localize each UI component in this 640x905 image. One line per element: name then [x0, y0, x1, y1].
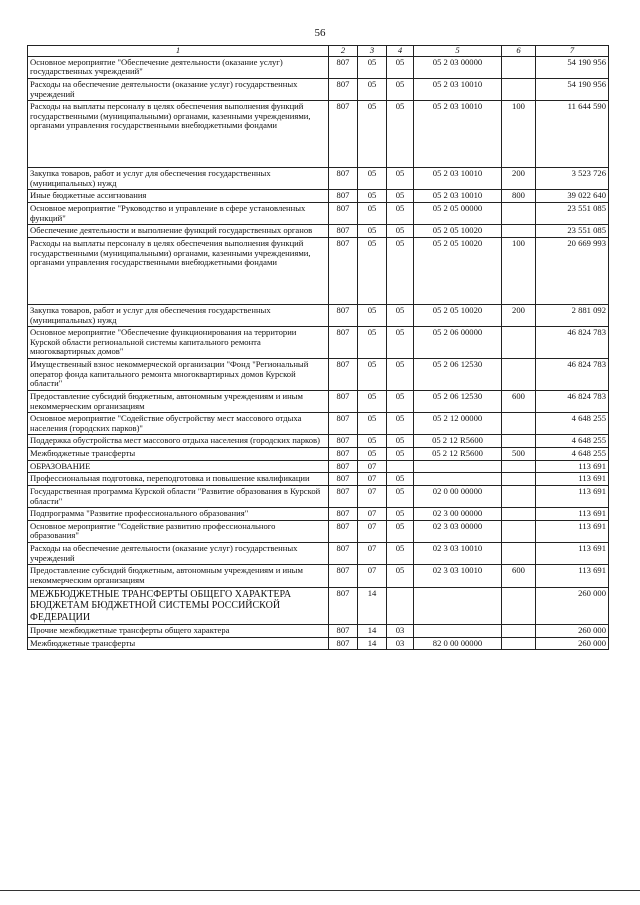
expense-type-cell: 600 — [502, 390, 536, 412]
expense-type-cell — [502, 485, 536, 507]
amount-cell: 113 691 — [536, 508, 609, 521]
section-code-cell: 07 — [358, 508, 387, 521]
section-code-cell: 05 — [358, 190, 387, 203]
budget-table — [27, 45, 609, 650]
row-name-cell: Предоставление субсидий бюджетным, автономным учреждениям и иным некоммерческим организациям — [28, 565, 329, 587]
table-row — [28, 520, 609, 542]
target-article-cell: 02 0 00 00000 — [414, 485, 502, 507]
table-row — [28, 78, 609, 100]
amount-cell: 260 000 — [536, 587, 609, 625]
column-header: 4 — [387, 46, 414, 57]
section-code-cell: 14 — [358, 587, 387, 625]
target-article-cell: 02 3 00 00000 — [414, 508, 502, 521]
amount-cell: 2 881 092 — [536, 304, 609, 326]
section-code-cell: 05 — [358, 448, 387, 461]
table-row — [28, 413, 609, 435]
subsection-code-cell: 05 — [387, 565, 414, 587]
section-code-cell: 07 — [358, 565, 387, 587]
ministry-code-cell: 807 — [329, 304, 358, 326]
ministry-code-cell: 807 — [329, 485, 358, 507]
section-code-cell: 05 — [358, 327, 387, 359]
subsection-code-cell: 05 — [387, 390, 414, 412]
amount-cell: 260 000 — [536, 637, 609, 650]
ministry-code-cell: 807 — [329, 520, 358, 542]
row-name-cell: Подпрограмма "Развитие профессионального образования" — [28, 508, 329, 521]
ministry-code-cell: 807 — [329, 565, 358, 587]
column-header: 7 — [536, 46, 609, 57]
section-code-cell: 07 — [358, 473, 387, 486]
amount-cell: 39 022 640 — [536, 190, 609, 203]
column-header: 1 — [28, 46, 329, 57]
subsection-code-cell: 05 — [387, 304, 414, 326]
table-row — [28, 203, 609, 225]
row-name-cell: Расходы на выплаты персоналу в целях обеспечения выполнения функций государственными (муниципальными) органами, казенными учреждениями, органами управления государственными внебюджетными фондами — [28, 101, 329, 168]
ministry-code-cell: 807 — [329, 508, 358, 521]
target-article-cell: 05 2 06 00000 — [414, 327, 502, 359]
amount-cell: 46 824 783 — [536, 327, 609, 359]
ministry-code-cell: 807 — [329, 78, 358, 100]
amount-cell: 113 691 — [536, 485, 609, 507]
page-number: 56 — [314, 27, 326, 39]
ministry-code-cell: 807 — [329, 460, 358, 473]
subsection-code-cell: 05 — [387, 78, 414, 100]
target-article-cell: 05 2 03 10010 — [414, 168, 502, 190]
ministry-code-cell: 807 — [329, 435, 358, 448]
table-row — [28, 473, 609, 486]
target-article-cell: 05 2 03 00000 — [414, 56, 502, 78]
target-article-cell: 05 2 05 10020 — [414, 237, 502, 304]
amount-cell: 4 648 255 — [536, 448, 609, 461]
table-row — [28, 56, 609, 78]
subsection-code-cell: 05 — [387, 203, 414, 225]
subsection-code-cell: 05 — [387, 225, 414, 238]
expense-type-cell: 100 — [502, 101, 536, 168]
table-row — [28, 565, 609, 587]
column-header: 5 — [414, 46, 502, 57]
subsection-code-cell: 05 — [387, 435, 414, 448]
target-article-cell — [414, 625, 502, 638]
row-name-cell: Предоставление субсидий бюджетным, автономным учреждениям и иным некоммерческим организациям — [28, 390, 329, 412]
subsection-code-cell: 05 — [387, 101, 414, 168]
row-name-cell: Иные бюджетные ассигнования — [28, 190, 329, 203]
expense-type-cell — [502, 625, 536, 638]
subsection-code-cell: 05 — [387, 56, 414, 78]
table-row — [28, 190, 609, 203]
amount-cell: 11 644 590 — [536, 101, 609, 168]
section-code-cell: 14 — [358, 625, 387, 638]
amount-cell: 260 000 — [536, 625, 609, 638]
table-row — [28, 435, 609, 448]
target-article-cell: 02 3 03 00000 — [414, 520, 502, 542]
subsection-code-cell: 05 — [387, 237, 414, 304]
table-row — [28, 587, 609, 625]
amount-cell: 23 551 085 — [536, 203, 609, 225]
column-header: 6 — [502, 46, 536, 57]
subsection-code-cell: 05 — [387, 508, 414, 521]
amount-cell: 54 190 956 — [536, 78, 609, 100]
ministry-code-cell: 807 — [329, 359, 358, 391]
expense-type-cell — [502, 203, 536, 225]
target-article-cell: 05 2 05 00000 — [414, 203, 502, 225]
table-row — [28, 327, 609, 359]
section-code-cell: 05 — [358, 78, 387, 100]
expense-type-cell — [502, 359, 536, 391]
ministry-code-cell: 807 — [329, 543, 358, 565]
table-row — [28, 304, 609, 326]
target-article-cell: 02 3 03 10010 — [414, 543, 502, 565]
section-code-cell: 07 — [358, 520, 387, 542]
table-row — [28, 448, 609, 461]
section-code-cell: 07 — [358, 460, 387, 473]
row-name-cell: Имущественный взнос некоммерческой организации "Фонд "Региональный оператор фонда капитального ремонта многоквартирных домов Курской области" — [28, 359, 329, 391]
table-row — [28, 237, 609, 304]
expense-type-cell — [502, 56, 536, 78]
ministry-code-cell: 807 — [329, 168, 358, 190]
expense-type-cell — [502, 520, 536, 542]
table-row — [28, 101, 609, 168]
target-article-cell: 05 2 03 10010 — [414, 101, 502, 168]
section-code-cell: 05 — [358, 168, 387, 190]
row-name-cell: Расходы на выплаты персоналу в целях обеспечения выполнения функций государственными (муниципальными) органами, казенными учреждениями, органами управления государственными внебюджетными фондами — [28, 237, 329, 304]
section-code-cell: 05 — [358, 237, 387, 304]
amount-cell: 46 824 783 — [536, 390, 609, 412]
subsection-code-cell: 05 — [387, 359, 414, 391]
amount-cell: 3 523 726 — [536, 168, 609, 190]
ministry-code-cell: 807 — [329, 56, 358, 78]
expense-type-cell — [502, 543, 536, 565]
table-row — [28, 637, 609, 650]
row-name-cell: Основное мероприятие "Руководство и управление в сфере установленных функций" — [28, 203, 329, 225]
expense-type-cell — [502, 587, 536, 625]
subsection-code-cell: 05 — [387, 473, 414, 486]
target-article-cell: 05 2 12 R5600 — [414, 435, 502, 448]
section-code-cell: 07 — [358, 485, 387, 507]
expense-type-cell — [502, 460, 536, 473]
amount-cell: 20 669 993 — [536, 237, 609, 304]
subsection-code-cell: 05 — [387, 448, 414, 461]
subsection-code-cell: 05 — [387, 485, 414, 507]
table-row — [28, 168, 609, 190]
section-code-cell: 14 — [358, 637, 387, 650]
section-code-cell: 05 — [358, 203, 387, 225]
target-article-cell: 02 3 03 10010 — [414, 565, 502, 587]
ministry-code-cell: 807 — [329, 587, 358, 625]
amount-cell: 113 691 — [536, 565, 609, 587]
row-name-cell: Расходы на обеспечение деятельности (оказание услуг) государственных учреждений — [28, 543, 329, 565]
table-row — [28, 543, 609, 565]
section-code-cell: 05 — [358, 56, 387, 78]
section-code-cell: 05 — [358, 413, 387, 435]
subsection-code-cell — [387, 460, 414, 473]
target-article-cell — [414, 460, 502, 473]
target-article-cell: 05 2 06 12530 — [414, 390, 502, 412]
target-article-cell — [414, 587, 502, 625]
table-row — [28, 225, 609, 238]
row-name-cell: ОБРАЗОВАНИЕ — [28, 460, 329, 473]
row-name-cell: Межбюджетные трансферты — [28, 637, 329, 650]
amount-cell: 4 648 255 — [536, 435, 609, 448]
amount-cell: 4 648 255 — [536, 413, 609, 435]
column-header: 3 — [358, 46, 387, 57]
expense-type-cell: 100 — [502, 237, 536, 304]
expense-type-cell — [502, 225, 536, 238]
target-article-cell: 05 2 05 10020 — [414, 304, 502, 326]
target-article-cell — [414, 473, 502, 486]
expense-type-cell: 600 — [502, 565, 536, 587]
row-name-cell: Основное мероприятие "Обеспечение деятельности (оказание услуг) государственных учреждений" — [28, 56, 329, 78]
row-name-cell: Государственная программа Курской области "Развитие образования в Курской области" — [28, 485, 329, 507]
ministry-code-cell: 807 — [329, 327, 358, 359]
subsection-code-cell: 05 — [387, 543, 414, 565]
target-article-cell: 05 2 06 12530 — [414, 359, 502, 391]
section-code-cell: 05 — [358, 304, 387, 326]
section-code-cell: 05 — [358, 225, 387, 238]
amount-cell: 113 691 — [536, 460, 609, 473]
row-name-cell: Расходы на обеспечение деятельности (оказание услуг) государственных учреждений — [28, 78, 329, 100]
subsection-code-cell: 05 — [387, 327, 414, 359]
ministry-code-cell: 807 — [329, 448, 358, 461]
page-bottom-rule — [0, 890, 640, 891]
row-name-cell: Межбюджетные трансферты — [28, 448, 329, 461]
ministry-code-cell: 807 — [329, 625, 358, 638]
expense-type-cell — [502, 508, 536, 521]
subsection-code-cell: 05 — [387, 190, 414, 203]
amount-cell: 54 190 956 — [536, 56, 609, 78]
row-name-cell: Основное мероприятие "Содействие развитию профессионального образования" — [28, 520, 329, 542]
expense-type-cell — [502, 327, 536, 359]
table-row — [28, 359, 609, 391]
subsection-code-cell: 03 — [387, 637, 414, 650]
row-name-cell: Закупка товаров, работ и услуг для обеспечения государственных (муниципальных) нужд — [28, 304, 329, 326]
target-article-cell: 05 2 05 10020 — [414, 225, 502, 238]
ministry-code-cell: 807 — [329, 473, 358, 486]
table-row — [28, 625, 609, 638]
row-name-cell: Обеспечение деятельности и выполнение функций государственных органов — [28, 225, 329, 238]
column-header: 2 — [329, 46, 358, 57]
section-code-cell: 05 — [358, 390, 387, 412]
table-row — [28, 460, 609, 473]
table-row — [28, 390, 609, 412]
subsection-code-cell: 05 — [387, 413, 414, 435]
ministry-code-cell: 807 — [329, 225, 358, 238]
expense-type-cell: 200 — [502, 168, 536, 190]
table-header-row — [28, 46, 609, 57]
row-name-cell: Поддержка обустройства мест массового отдыха населения (городских парков) — [28, 435, 329, 448]
row-name-cell: Закупка товаров, работ и услуг для обеспечения государственных (муниципальных) нужд — [28, 168, 329, 190]
ministry-code-cell: 807 — [329, 101, 358, 168]
expense-type-cell — [502, 473, 536, 486]
ministry-code-cell: 807 — [329, 390, 358, 412]
expense-type-cell — [502, 435, 536, 448]
ministry-code-cell: 807 — [329, 413, 358, 435]
ministry-code-cell: 807 — [329, 637, 358, 650]
section-code-cell: 05 — [358, 359, 387, 391]
expense-type-cell: 800 — [502, 190, 536, 203]
table-row — [28, 485, 609, 507]
row-name-cell: МЕЖБЮДЖЕТНЫЕ ТРАНСФЕРТЫ ОБЩЕГО ХАРАКТЕРА БЮДЖЕТАМ БЮДЖЕТНОЙ СИСТЕМЫ РОССИЙСКОЙ ФЕДЕРАЦИИ — [28, 587, 329, 625]
expense-type-cell: 200 — [502, 304, 536, 326]
section-code-cell: 05 — [358, 435, 387, 448]
amount-cell: 113 691 — [536, 543, 609, 565]
section-code-cell: 05 — [358, 101, 387, 168]
subsection-code-cell: 05 — [387, 168, 414, 190]
amount-cell: 46 824 783 — [536, 359, 609, 391]
subsection-code-cell: 03 — [387, 625, 414, 638]
amount-cell: 23 551 085 — [536, 225, 609, 238]
expense-type-cell: 500 — [502, 448, 536, 461]
ministry-code-cell: 807 — [329, 203, 358, 225]
target-article-cell: 05 2 03 10010 — [414, 190, 502, 203]
amount-cell: 113 691 — [536, 520, 609, 542]
amount-cell: 113 691 — [536, 473, 609, 486]
expense-type-cell — [502, 637, 536, 650]
expense-type-cell — [502, 78, 536, 100]
row-name-cell: Профессиональная подготовка, переподготовка и повышение квалификации — [28, 473, 329, 486]
target-article-cell: 05 2 12 R5600 — [414, 448, 502, 461]
subsection-code-cell — [387, 587, 414, 625]
row-name-cell: Прочие межбюджетные трансферты общего характера — [28, 625, 329, 638]
target-article-cell: 05 2 03 10010 — [414, 78, 502, 100]
target-article-cell: 82 0 00 00000 — [414, 637, 502, 650]
subsection-code-cell: 05 — [387, 520, 414, 542]
section-code-cell: 07 — [358, 543, 387, 565]
table-row — [28, 508, 609, 521]
target-article-cell: 05 2 12 00000 — [414, 413, 502, 435]
row-name-cell: Основное мероприятие "Обеспечение функционирования на территории Курской области региональной системы капитального ремонта многоквартирных домов" — [28, 327, 329, 359]
row-name-cell: Основное мероприятие "Содействие обустройству мест массового отдыха населения (городских парков)" — [28, 413, 329, 435]
ministry-code-cell: 807 — [329, 190, 358, 203]
ministry-code-cell: 807 — [329, 237, 358, 304]
expense-type-cell — [502, 413, 536, 435]
